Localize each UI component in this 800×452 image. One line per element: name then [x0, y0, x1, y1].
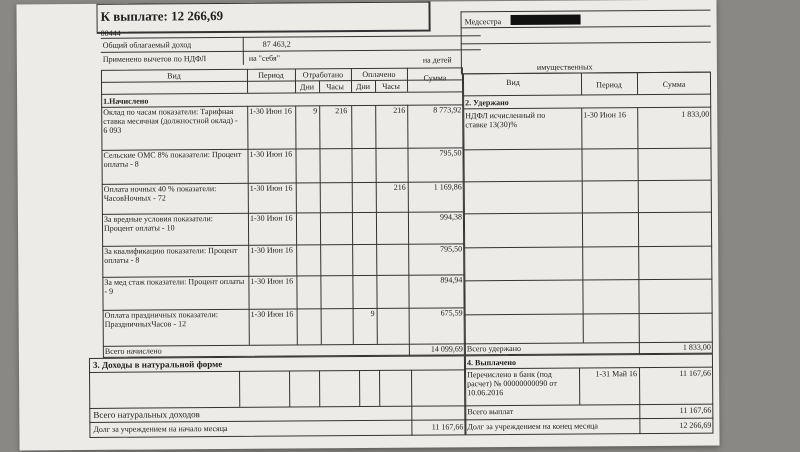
accrued-row-period: 1-30 Июн 16: [250, 309, 294, 319]
accrued-row-type: Оклад по часам показатели: Тарифная ставка месячная (должностной оклад) - 6 093: [103, 106, 238, 135]
payslip-code: 00444: [100, 28, 121, 38]
accrued-total-label: Всего начислено: [104, 346, 162, 356]
withheld-row-period: 1-30 Июн 16: [583, 110, 626, 120]
accrued-row-sum: 1 169,86: [433, 182, 462, 192]
grid-line: [376, 212, 377, 244]
grid-line: [408, 212, 409, 244]
grid-line: [351, 148, 352, 182]
grid-line: [296, 182, 297, 212]
accrued-row-period: 1-30 Июн 16: [249, 106, 292, 116]
pay-amount-title: К выплате: 12 266,69: [100, 8, 224, 24]
accrued-row-paid-hours: 216: [393, 182, 406, 192]
debt-end-label: Долг за учреждением на конец месяца: [467, 421, 598, 432]
grid-line: [638, 279, 639, 313]
grid-line: [376, 244, 377, 275]
grid-line: [248, 245, 249, 276]
grid-line: [638, 246, 639, 279]
payslip-sheet: [16, 0, 719, 450]
accrued-row-worked-days: 9: [313, 106, 318, 116]
grid-line: [638, 180, 639, 212]
grid-line: [376, 182, 377, 212]
accrued-row-paid-days: 9: [370, 308, 375, 318]
accrued-row-type: Сельские ОМС 8% показатели: Процент оплаты - 8: [103, 149, 242, 169]
taxable-income-label: Общий облагаемый доход: [102, 40, 192, 50]
accrued-row-period: 1-30 Июн 16: [249, 149, 293, 159]
on-self-label: на "себя": [248, 53, 280, 63]
grid-line: [296, 275, 297, 308]
grid-line: [320, 275, 321, 308]
grid-line: [582, 246, 583, 279]
grid-line: [319, 148, 320, 182]
right-col-sum-header: Сумма: [662, 79, 686, 89]
withheld-total-label: Всего удержано: [466, 343, 521, 354]
grid-line: [352, 182, 353, 212]
col-days-header: Дни: [299, 82, 315, 92]
accrued-total-value: 14 099,69: [430, 344, 463, 354]
accrued-row-sum: 795,50: [439, 148, 462, 158]
paid-total-label: Всего выплат: [467, 406, 514, 417]
col-days2-header: Дни: [355, 81, 371, 92]
withheld-section-title: 2. Удержано: [465, 98, 509, 108]
accrued-section-title: 1.Начислено: [103, 96, 149, 106]
grid-line: [352, 244, 353, 275]
paid-row-period: 1-31 Май 16: [595, 369, 638, 379]
natural-section-title: 3. Доходы в натуральной форме: [92, 359, 223, 370]
accrued-row-sum: 795,50: [440, 244, 463, 254]
grid-line: [407, 148, 408, 182]
col-sum-header: Сумма: [423, 73, 447, 83]
grid-line: [248, 276, 249, 309]
grid-line: [408, 244, 409, 275]
withheld-row-sum: 1 833,00: [681, 109, 710, 119]
grid-line: [375, 148, 376, 182]
natural-total-label: Всего натуральных доходов: [93, 409, 200, 420]
property-label: имущественных: [536, 62, 593, 72]
grid-line: [352, 275, 353, 308]
col-type-header: Вид: [167, 71, 181, 81]
grid-line: [320, 182, 321, 212]
grid-line: [296, 244, 297, 275]
accrued-row-period: 1-30 Июн 16: [249, 213, 293, 223]
accrued-row-type: Оплата ночных 40 % показатели: ЧасовНочных - 72: [103, 184, 217, 203]
accrued-row-paid-hours: 216: [393, 105, 406, 115]
grid-line: [408, 182, 409, 212]
debt-end-value: 12 266,69: [679, 420, 712, 430]
paid-section-title: 4. Выплачено: [466, 357, 517, 368]
withheld-row-type: НДФЛ исчисленный по ставке 13(30)%: [465, 110, 546, 130]
accrued-row-type: Оплата праздничных показатели: ПраздничныхЧасов - 12: [104, 310, 218, 329]
on-children-label: на детей: [422, 55, 452, 65]
debt-start-value: 11 167,66: [431, 422, 464, 432]
paid-row-sum: 11 167,66: [679, 368, 712, 378]
accrued-row-period: 1-30 Июн 16: [250, 276, 294, 286]
col-worked-header: Отработано: [302, 70, 344, 80]
accrued-row-type: За мед стаж показатели: Процент оплаты - 9: [104, 276, 245, 296]
paid-row-type: Перечислено в банк (под расчет) № 00000000090 от 10.06.2016: [467, 369, 557, 398]
accrued-row-sum: 8 773,92: [433, 105, 462, 115]
accrued-row-sum: 894,94: [440, 275, 463, 285]
grid-line: [320, 212, 321, 244]
grid-line: [581, 149, 582, 181]
grid-line: [248, 213, 249, 245]
withheld-total-value: 1 833,00: [682, 342, 711, 352]
paid-total-value: 11 167,66: [679, 405, 712, 415]
accrued-row-sum: 994,38: [439, 212, 462, 222]
accrued-row-period: 1-30 Июн 16: [250, 245, 293, 255]
grid-line: [637, 148, 638, 180]
right-col-period-header: Период: [596, 80, 622, 90]
accrued-row-sum: 675,59: [440, 308, 463, 318]
grid-line: [638, 212, 639, 246]
accrued-row-type: За вредные условия показатели: Процент оплаты - 10: [103, 214, 213, 233]
grid-line: [352, 212, 353, 244]
position-label: Медсестра: [464, 17, 502, 27]
col-hours-header: Часы: [326, 82, 344, 92]
grid-line: [320, 244, 321, 275]
col-hours2-header: Часы: [382, 81, 400, 91]
grid-line: [296, 212, 297, 244]
accrued-row-type: За квалификацию показатели: Процент оплаты - 8: [104, 245, 238, 265]
grid-line: [583, 313, 584, 342]
grid-line: [582, 181, 583, 213]
right-col-type-header: Вид: [506, 77, 520, 88]
deductions-label: Применено вычетов по НДФЛ: [102, 54, 207, 64]
grid-line: [582, 279, 583, 313]
debt-start-label: Долг за учреждением на начало месяца: [93, 423, 228, 434]
grid-line: [639, 313, 640, 342]
col-period-header: Период: [258, 70, 284, 80]
redaction-bar: [511, 15, 581, 25]
col-paid-header: Оплачено: [362, 69, 396, 80]
taxable-income-value: 87 463,2: [262, 39, 291, 49]
accrued-row-period: 1-30 Июн 16: [249, 183, 293, 193]
grid-line: [248, 183, 249, 213]
accrued-row-worked-hours: 216: [335, 106, 348, 116]
